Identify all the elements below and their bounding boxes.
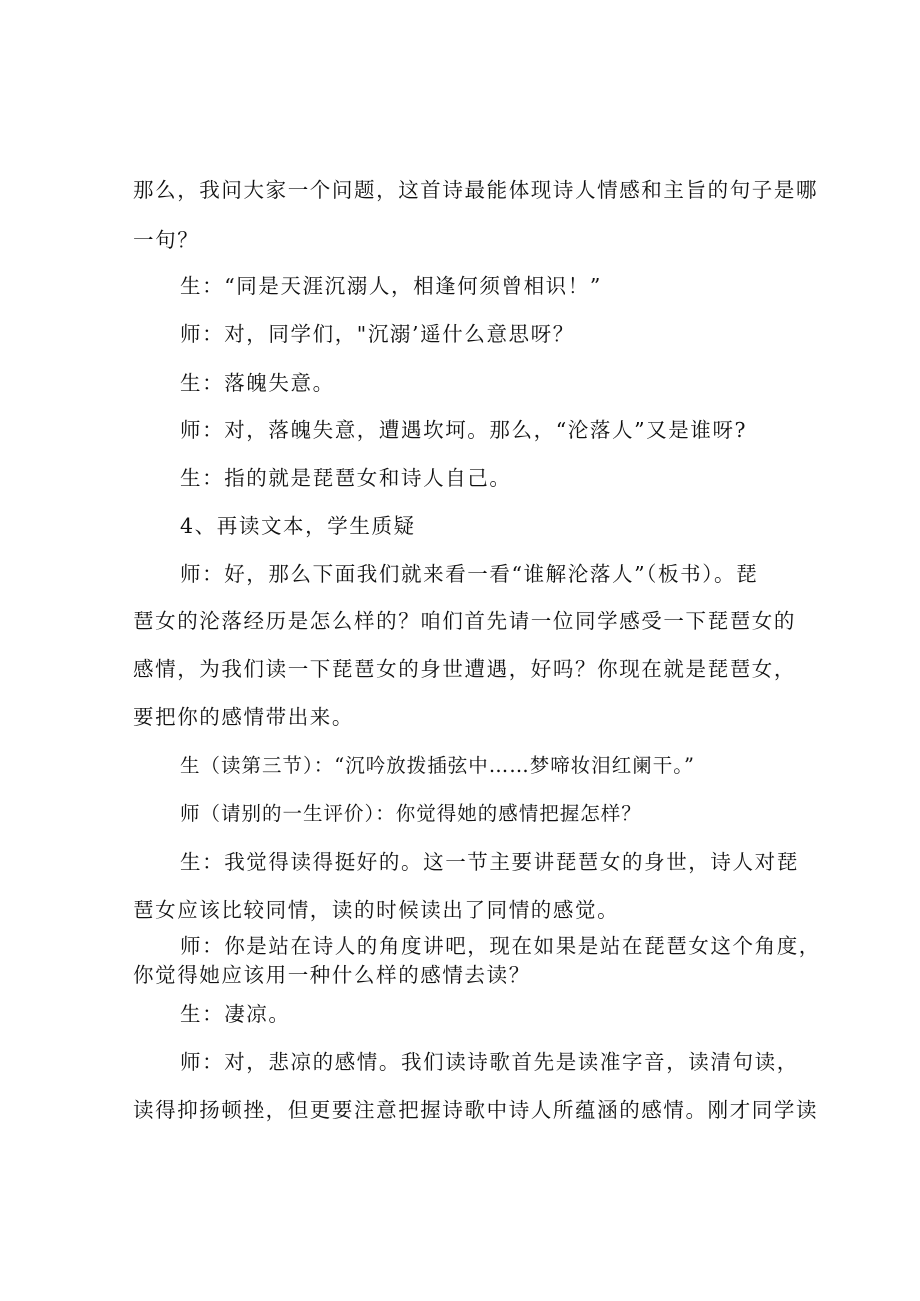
paragraph-line: 一句？: [133, 228, 200, 252]
paragraph-line: 师：对，悲凉的感情。我们读诗歌首先是读准字音，读清句读，: [180, 1050, 799, 1074]
paragraph-line: 生（读第三节）：“沉吟放拨插弦中……梦啼妆泪红阑干。”: [180, 754, 695, 777]
paragraph-line: 琶女的沦落经历是怎么样的？咱们首先请一位同学感受一下琵琶女的: [133, 609, 796, 633]
paragraph-line: 生：指的就是琵琶女和诗人自己。: [180, 466, 512, 490]
paragraph-line: 感情，为我们读一下琵琶女的身世遭遇，好吗？你现在就是琵琶女，: [133, 657, 796, 681]
paragraph-line: 那么，我问大家一个问题，这首诗最能体现诗人情感和主旨的句子是哪: [133, 178, 819, 202]
paragraph-line: 师：好，那么下面我们就来看一看“谁解沦落人”（板书）。琵: [180, 562, 759, 586]
section-heading: 4、再读文本，学生质疑: [180, 514, 416, 538]
paragraph-line: 生：凄凉。: [180, 1002, 291, 1026]
paragraph-line: 生：“同是天涯沉溺人，相逢何须曾相识！”: [180, 274, 602, 298]
paragraph-line: 你觉得她应该用一种什么样的感情去读？: [133, 963, 531, 987]
paragraph-line: 师（请别的一生评价）：你觉得她的感情把握怎样？: [180, 802, 642, 825]
paragraph-line: 生：我觉得读得挺好的。这一节主要讲琵琶女的身世，诗人对琵: [180, 850, 799, 874]
paragraph-line: 师：对，同学们，"沉溺’遥什么意思呀？: [180, 322, 575, 346]
paragraph-line: 读得抑扬顿挫，但更要注意把握诗歌中诗人所蕴涵的感情。刚才同学读: [133, 1098, 819, 1122]
paragraph-line: 生：落魄失意。: [180, 371, 335, 395]
paragraph-line: 师：对，落魄失意，遭遇坎坷。那么，“沦落人”又是谁呀?: [180, 418, 748, 442]
paragraph-line: 师：你是站在诗人的角度讲吧，现在如果是站在琵琶女这个角度，: [180, 934, 821, 958]
paragraph-line: 琶女应该比较同情，读的时候读出了同情的感觉。: [133, 898, 620, 922]
paragraph-line: 要把你的感情带出来。: [133, 705, 354, 729]
